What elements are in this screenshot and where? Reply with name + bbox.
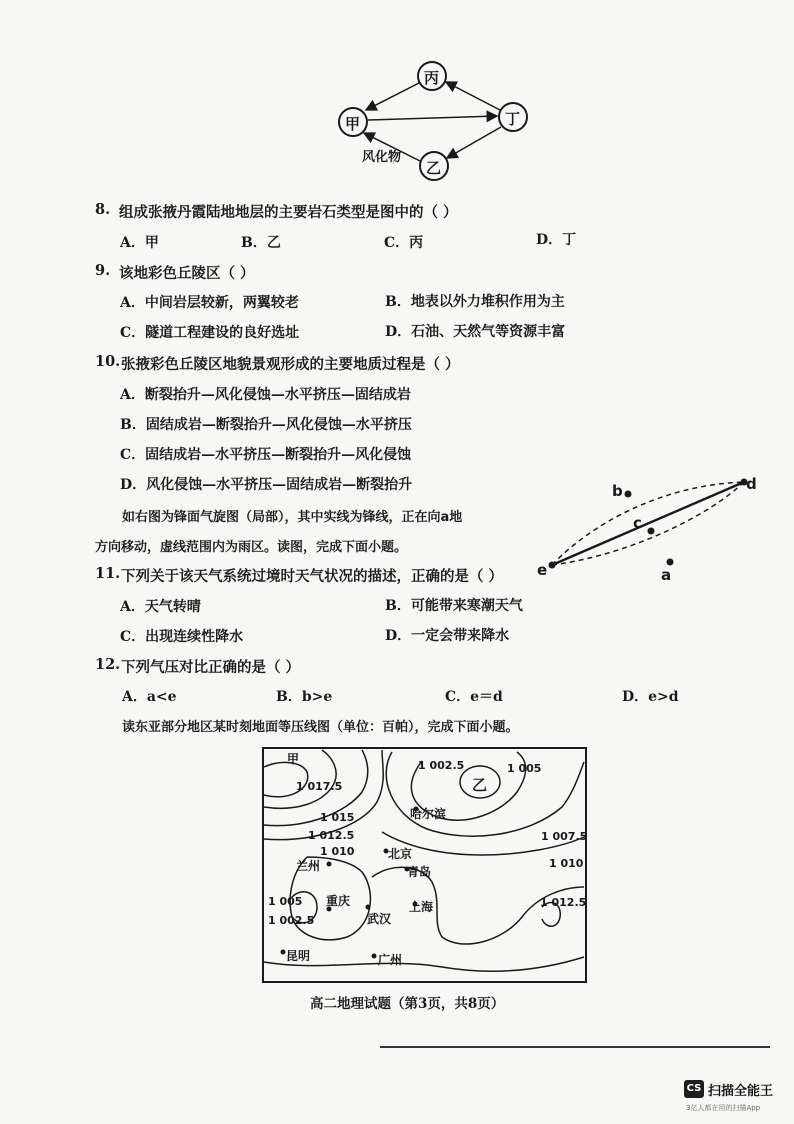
option-a[interactable]: A．天气转晴	[120, 599, 201, 615]
node-yi: 乙	[426, 159, 442, 177]
question-number: 12.	[95, 656, 121, 673]
node-jia: 甲	[345, 115, 361, 133]
option-b[interactable]: B．可能带来寒潮天气	[385, 598, 523, 614]
question-text: 下列关于该天气系统过境时天气状况的描述，正确的是（ ）	[121, 568, 504, 585]
weathering-label: 风化物	[362, 150, 402, 165]
point-b: b	[612, 482, 623, 500]
corner-label-jia: 甲	[287, 752, 300, 766]
page-footer: 高二地理试题（第3页，共8页）	[310, 996, 505, 1012]
city-chongqing: 重庆	[326, 894, 351, 908]
option-d[interactable]: D．丁	[536, 232, 577, 248]
option-a[interactable]: A．断裂抬升—风化侵蚀—水平挤压—固结成岩	[120, 387, 411, 403]
pressure-label: 1 002.5	[268, 914, 315, 927]
pressure-label: 1 012.5	[308, 829, 355, 842]
front-intro-line-1: 如右图为锋面气旋图（局部），其中实线为锋线，正在向a地	[122, 510, 463, 525]
option-a[interactable]: A．a<e	[122, 689, 177, 705]
city-harbin: 哈尔滨	[410, 807, 447, 821]
pressure-label: 1 005	[507, 762, 542, 775]
question-number: 10.	[95, 353, 121, 370]
scan-divider	[380, 1046, 770, 1048]
pressure-label: 1 015	[320, 811, 355, 824]
pressure-label: 1 012.5	[540, 896, 587, 909]
isobar-intro: 读东亚部分地区某时刻地面等压线图（单位：百帕），完成下面小题。	[122, 720, 519, 735]
question-text: 张掖彩色丘陵区地貌景观形成的主要地质过程是（ ）	[121, 356, 460, 373]
option-c[interactable]: C．丙	[384, 235, 424, 251]
point-d: d	[746, 475, 757, 493]
option-b[interactable]: B．b>e	[276, 689, 333, 705]
corner-label-yi: 乙	[472, 776, 488, 794]
option-d[interactable]: D．e>d	[622, 689, 679, 705]
option-c[interactable]: C．出现连续性降水	[120, 629, 244, 645]
city-beijing: 北京	[388, 847, 413, 861]
option-c[interactable]: C．隧道工程建设的良好选址	[120, 325, 300, 341]
node-ding: 丁	[505, 110, 521, 128]
question-text: 组成张掖丹霞陆地地层的主要岩石类型是图中的（ ）	[119, 204, 458, 221]
question-text: 下列气压对比正确的是（ ）	[121, 659, 301, 676]
option-b[interactable]: B．乙	[241, 235, 281, 251]
option-a[interactable]: A．中间岩层较新，两翼较老	[120, 295, 299, 311]
city-lanzhou: 兰州	[296, 859, 321, 873]
point-a: a	[661, 566, 672, 584]
point-c: c	[633, 514, 642, 532]
scanner-app-tagline: 3亿人都在用的扫描App	[686, 1104, 761, 1112]
option-a[interactable]: A．甲	[120, 235, 159, 251]
city-kunming: 昆明	[286, 949, 311, 963]
city-guangzhou: 广州	[378, 953, 403, 967]
option-c[interactable]: C．固结成岩—水平挤压—断裂抬升—风化侵蚀	[120, 447, 412, 463]
front-intro-line-2: 方向移动，虚线范围内为雨区。读图，完成下面小题。	[95, 540, 408, 555]
option-d[interactable]: D．一定会带来降水	[385, 628, 510, 644]
option-b[interactable]: B．地表以外力堆积作用为主	[385, 294, 565, 310]
scanner-app-name: 扫描全能王	[708, 1084, 774, 1099]
question-number: 9.	[95, 262, 111, 279]
city-qingdao: 青岛	[407, 865, 432, 879]
question-number: 11.	[95, 565, 121, 582]
front-cyclone-diagram	[530, 470, 770, 585]
node-bing: 丙	[424, 69, 440, 87]
point-e: e	[537, 561, 548, 579]
option-b[interactable]: B．固结成岩—断裂抬升—风化侵蚀—水平挤压	[120, 417, 412, 433]
option-c[interactable]: C．e＝d	[445, 689, 503, 705]
pressure-label: 1 002.5	[418, 759, 465, 772]
pressure-label: 1 007.5	[541, 830, 588, 843]
option-d[interactable]: D．风化侵蚀—水平挤压—固结成岩—断裂抬升	[120, 477, 413, 493]
option-d[interactable]: D．石油、天然气等资源丰富	[385, 324, 566, 340]
pressure-label: 1 005	[268, 895, 303, 908]
scanner-logo-icon: CS	[684, 1080, 704, 1098]
city-shanghai: 上海	[409, 900, 434, 914]
pressure-label: 1 017.5	[296, 780, 343, 793]
city-wuhan: 武汉	[367, 912, 392, 926]
question-number: 8.	[95, 201, 111, 218]
pressure-label: 1 010	[549, 857, 584, 870]
question-text: 该地彩色丘陵区（ ）	[119, 265, 255, 282]
pressure-label: 1 010	[320, 845, 355, 858]
